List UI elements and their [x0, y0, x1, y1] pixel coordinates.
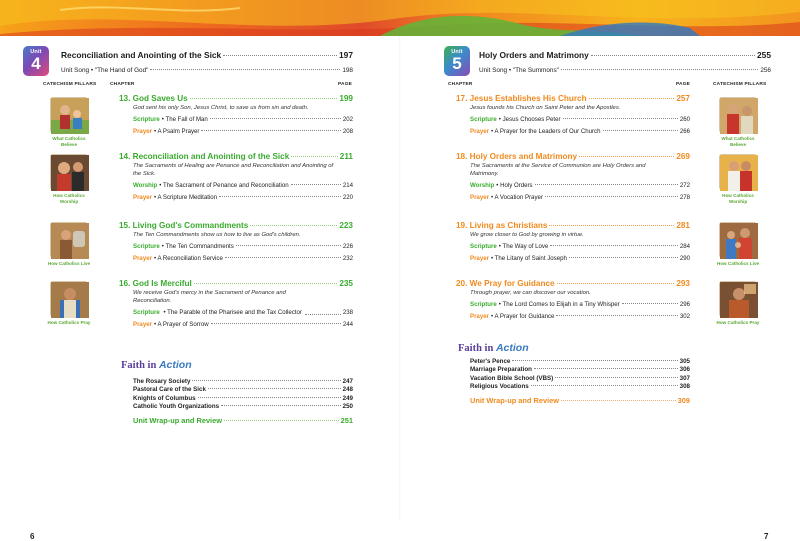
chapter-title-row — [456, 152, 690, 161]
item-page: 272 — [679, 182, 690, 190]
chapter-item[interactable] — [119, 116, 353, 124]
leader-dots — [291, 184, 341, 185]
unit-title-row[interactable] — [479, 50, 771, 60]
pillar-pray — [714, 281, 762, 326]
chapter-header: CHAPTER — [448, 82, 473, 87]
teacher-child-photo — [50, 97, 88, 133]
page-header: PAGE — [338, 82, 353, 87]
chapter-item[interactable] — [456, 313, 690, 321]
chapter-page: 281 — [676, 221, 690, 230]
faith-in-action-list — [133, 378, 353, 425]
unit-page-number: 255 — [757, 50, 771, 60]
leader-dots — [291, 156, 337, 157]
chapter-title: 19. Living as Christians — [456, 221, 548, 230]
unit-song: Unit Song • "The Hand of God" — [61, 67, 149, 74]
item-page: 208 — [342, 128, 353, 136]
pillar-caption: What Catholics Believe — [721, 136, 755, 147]
list-item[interactable] — [470, 366, 690, 374]
chapter-item[interactable] — [119, 194, 353, 202]
leader-dots — [198, 397, 341, 398]
pillar-caption: How Catholics Pray — [716, 320, 760, 325]
leader-dots — [555, 377, 677, 378]
item-text: Peter's Pence — [470, 358, 511, 365]
jesus-apostles-photo — [719, 97, 757, 133]
leader-dots — [622, 303, 678, 304]
item-text: Religious Vocations — [470, 383, 529, 391]
leader-dots — [535, 184, 678, 185]
item-text: Pastoral Care of the Sick — [133, 386, 206, 394]
chapter-title: 16. God Is Merciful — [119, 279, 192, 288]
item-text: • The Fall of Man — [161, 116, 208, 124]
chapter-description: We grow closer to God by growing in virtue. — [470, 232, 584, 238]
unit-title-row[interactable] — [61, 50, 353, 60]
unit-wrapup-row[interactable] — [133, 416, 353, 425]
leader-dots — [225, 257, 341, 258]
list-item[interactable] — [470, 375, 690, 383]
chapter-title: 13. God Saves Us — [119, 94, 188, 103]
item-page: 308 — [679, 383, 690, 391]
leader-dots — [550, 245, 678, 246]
item-text: • A Prayer for the Leaders of Our Church — [490, 128, 601, 136]
item-label: Prayer — [133, 194, 152, 202]
item-label: Scripture — [133, 116, 160, 124]
unit-badge — [444, 46, 470, 76]
chapter-title-row — [456, 221, 690, 230]
chapter-item[interactable] — [119, 128, 353, 136]
leader-dots — [236, 245, 341, 246]
faith-in-label: Faith in — [121, 360, 157, 371]
item-text: Marriage Preparation — [470, 366, 532, 374]
chapter-item[interactable] — [456, 255, 690, 263]
item-page: 247 — [342, 378, 353, 385]
item-page: 250 — [342, 403, 353, 411]
unit-song: Unit Song • "The Summons" — [479, 67, 559, 74]
item-page: 220 — [342, 194, 353, 202]
unit-badge-number: 4 — [31, 54, 41, 73]
item-text-wrap — [133, 309, 303, 317]
item-page: 260 — [679, 116, 690, 124]
faith-in-action-title — [458, 342, 529, 354]
leader-dots — [150, 69, 340, 70]
item-label: Worship — [133, 182, 158, 190]
unit-song-page: 256 — [760, 67, 771, 74]
chapter-description: Through prayer, we can discover our vocation. — [470, 290, 591, 296]
page-header: PAGE — [676, 82, 691, 87]
item-text: • The Litany of Saint Joseph — [490, 255, 567, 263]
pillar-believe — [45, 97, 93, 147]
leader-dots — [603, 130, 678, 131]
item-label: Scripture — [470, 301, 497, 309]
leader-dots — [210, 118, 341, 119]
leader-dots — [211, 323, 341, 324]
chapter-item[interactable] — [119, 321, 353, 329]
item-page: 305 — [679, 358, 690, 365]
chapter-page: 211 — [339, 152, 353, 161]
action-label: Action — [158, 359, 192, 371]
praying-man-photo — [50, 281, 88, 317]
leader-dots — [556, 315, 677, 316]
chapter-item[interactable] — [456, 128, 690, 136]
item-label: Prayer — [133, 255, 152, 263]
item-label: Prayer — [470, 128, 489, 136]
chapter-item[interactable] — [119, 309, 353, 317]
unit-badge — [23, 46, 49, 76]
item-label: Prayer — [470, 255, 489, 263]
chapter-title: 20. We Pray for Guidance — [456, 279, 555, 288]
leader-dots — [219, 196, 341, 197]
unit-song-row[interactable] — [61, 67, 353, 74]
pillar-caption: How Catholics Worship — [53, 193, 85, 204]
item-page: 284 — [679, 243, 690, 251]
unit-page-number: 197 — [339, 50, 353, 60]
leader-dots — [579, 156, 674, 157]
pillars-header: CATECHISM PILLARS — [43, 82, 97, 87]
item-page: 290 — [679, 255, 690, 263]
unit-title: Holy Orders and Matrimony — [479, 50, 589, 60]
pillar-caption: How Catholics Worship — [722, 193, 754, 204]
reconciliation-photo — [50, 154, 88, 190]
chapter-18[interactable] — [456, 152, 690, 202]
left-page — [0, 36, 400, 541]
item-page: 248 — [342, 386, 353, 394]
item-text: • A Psalm Prayer — [153, 128, 200, 136]
wedding-couple-photo — [719, 154, 757, 190]
chapter-page: 257 — [676, 94, 690, 103]
chapter-title-row — [456, 94, 690, 103]
unit-badge-label: Unit — [451, 49, 463, 55]
leader-dots — [512, 360, 677, 361]
chapter-title: 18. Holy Orders and Matrimony — [456, 152, 578, 161]
leader-dots — [208, 388, 341, 389]
chapter-description: We receive God's mercy in the Sacrament of Penance and Reconciliation. — [133, 290, 286, 305]
item-page: 266 — [679, 128, 690, 136]
item-text: • Jesus Chooses Peter — [498, 116, 561, 124]
chapter-description: God sent his only Son, Jesus Christ, to save us from sin and death. — [133, 105, 309, 111]
leader-dots — [563, 118, 678, 119]
unit-wrapup-row[interactable] — [470, 396, 690, 405]
list-item[interactable] — [133, 395, 353, 403]
unit-song-page: 198 — [342, 67, 353, 74]
item-page: 306 — [679, 366, 690, 374]
wrapup-page: 309 — [677, 395, 690, 405]
item-text: • The Parable of the Pharisee and the Tax Collector — [163, 309, 302, 317]
leader-dots — [569, 257, 678, 258]
leader-dots — [194, 283, 338, 284]
pillar-caption: What Catholics Believe — [52, 136, 86, 147]
elijah-photo — [719, 281, 757, 317]
action-label: Action — [495, 342, 529, 354]
pillars-header: CATECHISM PILLARS — [713, 82, 767, 87]
item-text: Catholic Youth Organizations — [133, 403, 220, 411]
chapter-header: CHAPTER — [110, 82, 135, 87]
chapter-page: 293 — [676, 279, 690, 288]
item-page: 226 — [342, 243, 353, 251]
item-page: 232 — [342, 255, 353, 263]
header-decoration — [0, 0, 800, 36]
chapter-20[interactable] — [456, 279, 690, 321]
item-label: Prayer — [133, 321, 152, 329]
item-page: 307 — [679, 374, 690, 382]
unit-title: Reconciliation and Anointing of the Sick — [61, 50, 222, 60]
list-item[interactable] — [470, 383, 690, 391]
chapter-item[interactable] — [119, 182, 353, 190]
item-text: Vacation Bible School (VBS) — [470, 374, 554, 382]
chapter-page: 269 — [676, 152, 690, 161]
chapter-item[interactable] — [456, 243, 690, 251]
chapter-description: The Sacraments of Healing are Penance and Reconciliation and Anointing of the Sick. — [133, 163, 334, 178]
wrapup-text: Unit Wrap-up and Review — [133, 415, 222, 425]
item-page: 249 — [342, 394, 353, 402]
chapter-19[interactable] — [456, 221, 690, 263]
item-text: The Rosary Society — [133, 378, 191, 385]
chapter-page: 223 — [339, 221, 353, 230]
item-page: 238 — [342, 309, 353, 317]
chapter-17[interactable] — [456, 94, 690, 136]
item-text: • A Prayer of Sorrow — [153, 321, 209, 329]
item-text: • The Lord Comes to Elijah in a Tiny Whisper — [498, 301, 620, 309]
chapter-title-row — [119, 279, 353, 288]
leader-dots — [531, 385, 678, 386]
item-text: • The Sacrament of Penance and Reconciliation — [159, 182, 289, 190]
pillar-pray — [45, 281, 93, 326]
item-page: 302 — [679, 313, 690, 321]
leader-dots — [224, 420, 339, 421]
leader-dots — [545, 196, 678, 197]
item-text: • The Way of Love — [498, 243, 549, 251]
item-label: Scripture — [470, 116, 497, 124]
unit-badge-number: 5 — [452, 54, 462, 73]
item-text: • A Scripture Meditation — [153, 194, 218, 202]
chapter-title-row — [119, 94, 353, 103]
item-label: Prayer — [470, 194, 489, 202]
leader-dots — [221, 405, 341, 406]
pillar-live — [45, 222, 93, 267]
unit-badge-label: Unit — [30, 49, 42, 55]
list-item[interactable] — [133, 378, 353, 386]
page-number: 7 — [764, 532, 769, 541]
chapter-title: 17. Jesus Establishes His Church — [456, 94, 587, 103]
chapter-title: 15. Living God's Commandments — [119, 221, 249, 230]
leader-dots — [591, 55, 755, 56]
list-item[interactable] — [470, 358, 690, 366]
item-text: • The Ten Commandments — [161, 243, 234, 251]
chapter-description: The Ten Commandments show us how to live as God's children. — [133, 232, 301, 238]
chapter-item[interactable] — [456, 182, 690, 190]
item-page: 202 — [342, 116, 353, 124]
item-page: 296 — [679, 301, 690, 309]
chapter-item[interactable] — [119, 255, 353, 263]
holy-family-photo — [719, 222, 757, 258]
leader-dots — [201, 130, 340, 131]
chapter-title-row — [119, 152, 353, 161]
chapter-13[interactable] — [119, 94, 353, 136]
item-text: • A Prayer for Guidance — [490, 313, 555, 321]
leader-dots — [557, 283, 675, 284]
wrapup-page: 251 — [340, 415, 353, 425]
leader-dots — [534, 368, 678, 369]
item-label: Prayer — [133, 128, 152, 136]
chapter-item[interactable] — [456, 301, 690, 309]
leader-dots — [561, 69, 758, 70]
leader-dots — [192, 380, 340, 381]
item-text: • A Vocation Prayer — [490, 194, 543, 202]
leader-dots — [305, 314, 341, 315]
list-item[interactable] — [133, 386, 353, 394]
item-text: • Holy Orders — [496, 182, 533, 190]
item-page: 244 — [342, 321, 353, 329]
chapter-item[interactable] — [456, 116, 690, 124]
leader-dots — [250, 225, 337, 226]
chapter-14[interactable] — [119, 152, 353, 202]
leader-dots — [223, 55, 337, 56]
leader-dots — [549, 225, 674, 226]
pillar-live — [714, 222, 762, 267]
chapter-title-row — [456, 279, 690, 288]
item-page: 214 — [342, 182, 353, 190]
leader-dots — [561, 400, 676, 401]
item-label: Scripture — [470, 243, 497, 251]
chapter-item[interactable] — [119, 243, 353, 251]
page-number: 6 — [30, 532, 35, 541]
chapter-item[interactable] — [456, 194, 690, 202]
chapter-description: The Sacraments at the Service of Communion are Holy Orders and Matrimony. — [470, 163, 646, 178]
faith-in-action-title — [121, 359, 192, 371]
leader-dots — [589, 98, 675, 99]
pillar-believe — [714, 97, 762, 147]
chapter-page: 199 — [339, 94, 353, 103]
pillar-worship — [45, 154, 93, 204]
wrapup-text: Unit Wrap-up and Review — [470, 395, 559, 405]
pillar-caption: How Catholics Live — [47, 261, 91, 266]
item-label: Prayer — [470, 313, 489, 321]
pillar-worship — [714, 154, 762, 204]
faith-in-action-list — [470, 358, 690, 405]
chapter-title: 14. Reconciliation and Anointing of the Sick — [119, 152, 290, 161]
item-label: Scripture — [133, 243, 160, 251]
chapter-title-row — [119, 221, 353, 230]
item-text: Knights of Columbus — [133, 394, 196, 402]
item-text: • A Reconciliation Service — [153, 255, 223, 263]
item-label: Scripture — [133, 309, 160, 317]
pillar-caption: How Catholics Live — [716, 261, 760, 266]
chapter-15[interactable] — [119, 221, 353, 263]
faith-in-label: Faith in — [458, 343, 494, 354]
pillar-caption: How Catholics Pray — [47, 320, 91, 325]
chapter-page: 235 — [339, 279, 353, 288]
right-page — [400, 36, 800, 541]
item-page: 278 — [679, 194, 690, 202]
moses-tablets-photo — [50, 222, 88, 258]
chapter-16[interactable] — [119, 279, 353, 329]
leader-dots — [190, 98, 338, 99]
chapter-description: Jesus founds his Church on Saint Peter and the Apostles. — [470, 105, 621, 111]
unit-song-row[interactable] — [479, 67, 771, 74]
item-label: Worship — [470, 182, 495, 190]
list-item[interactable] — [133, 403, 353, 411]
